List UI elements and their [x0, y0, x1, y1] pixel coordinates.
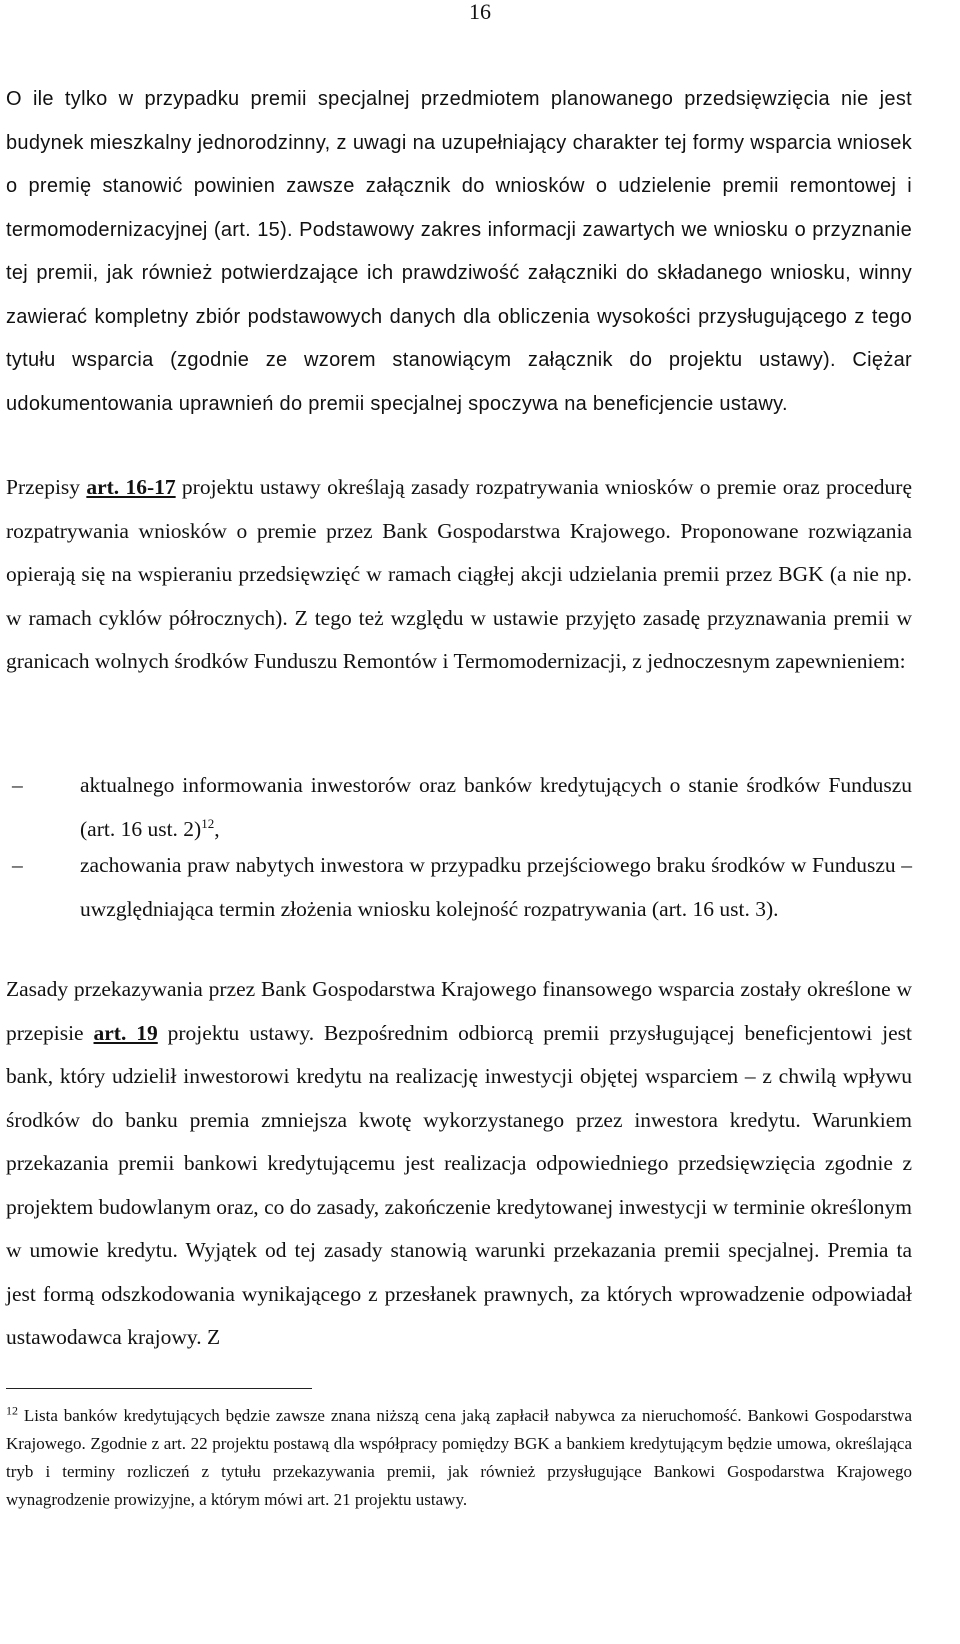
footnote-text: Lista banków kredytujących będzie zawsze znana niższą cena jaką zapłacił nabywca za nieruchomość. Bankowi Gospodarstwa Krajowego. Zgodnie z art. 22 projektu postawą dla współpracy pomiędzy BGK a bankiem kredytującym będzie umowa, określająca tryb i terminy rozliczeń z tytułu przekazywania premii, jak również przysługujące Bankowi Gospodarstwa Krajowego wynagrodzenie prowizyjne, a którym mówi art. 21 projektu ustawy. — [6, 1406, 912, 1509]
paragraph-text: O ile tylko w przypadku premii specjalnej przedmiotem planowanego przedsięwzięcia nie jest budynek mieszkalny jednorodzinny, z uwagi na uzupełniający charakter tej formy wsparcia wniosek o premię stanowić powinien zawsze załącznik do wniosków o udzielenie premii remontowej i termomodernizacyjnej (art. 15). Podstawowy zakres informacji zawartych we wniosku o przyznanie tej premii, jak również potwierdzające ich prawdziwość załączniki do składanego wniosku, winny zawierać kompletny zbiór podstawowych danych dla obliczenia wysokości przysługującego z tego tytułu wsparcia (zgodnie ze wzorem stanowiącym załącznik do projektu ustawy). Ciężar udokumentowania uprawnień do premii specjalnej spoczywa na beneficjencie ustawy. — [6, 88, 912, 415]
page-number: 16 — [469, 0, 491, 24]
paragraph-przekazywanie-wsparcia — [6, 968, 912, 1360]
paragraph-premia-specjalna — [6, 78, 912, 426]
paragraph-rozpatrywanie-wnioskow — [6, 466, 912, 684]
bullet-text: aktualnego informowania inwestorów oraz banków kredytujących o stanie środków Funduszu (art. 16 ust. 2) — [80, 773, 912, 841]
footnote-separator — [6, 1388, 312, 1389]
bullet-punctuation: , — [214, 816, 220, 841]
dash-marker: – — [12, 773, 23, 797]
dash-marker: – — [12, 853, 23, 877]
article-reference-link[interactable]: art. 16-17 — [86, 475, 176, 499]
bullet-item — [6, 764, 912, 851]
bullet-item — [6, 844, 912, 931]
footnote-number: 12 — [6, 1403, 18, 1418]
paragraph-text: projektu ustawy. Bezpośrednim odbiorcą premii przysługującej beneficjentowi jest bank, który udzielił inwestorowi kredytu na realizację inwestycji objętej wsparciem – z chwilą wpływu środków do banku premia zmniejsza kwotę wykorzystanego przez inwestora kredytu. Warunkiem przekazania premii bankowi kredytującemu jest realizacja odpowiedniego przedsięwzięcia zgodnie z projektem budowlanym oraz, co do zasady, zakończenie kredytowanej inwestycji w terminie określonym w umowie kredytu. Wyjątek od tej zasady stanowią warunki przekazania premii specjalnej. Premia ta jest formą odszkodowania wynikającego z przesłanek prawnych, za których wprowadzenie odpowiadał ustawodawca krajowy. Z — [6, 1020, 913, 1349]
footnote-12 — [6, 1402, 912, 1514]
paragraph-lead: Zasady przekazywania przez Bank Gospodarstwa Krajowego finansowego wsparcia zostały określone w przepisie — [6, 977, 912, 1045]
article-reference-link[interactable]: art. 19 — [93, 1020, 158, 1045]
paragraph-lead: Przepisy — [6, 475, 87, 499]
bullet-text: zachowania praw nabytych inwestora w przypadku przejściowego braku środków w Funduszu – uwzględniająca termin złożenia wniosku kolejność rozpatrywania (art. 16 ust. 3). — [80, 853, 912, 921]
paragraph-text: projektu ustawy określają zasady rozpatrywania wniosków o premie oraz procedurę rozpatrywania wniosków o premie przez Bank Gospodarstwa Krajowego. Proponowane rozwiązania opierają się na wspieraniu przedsięwzięć w ramach ciągłej akcji udzielania premii przez BGK (a nie np. w ramach cyklów półrocznych). Z tego też względu w ustawie przyjęto zasadę przyznawania premii w granicach wolnych środków Funduszu Remontów i Termomodernizacji, z jednoczesnym zapewnieniem: — [6, 475, 912, 673]
footnote-reference[interactable]: 12 — [201, 815, 215, 831]
